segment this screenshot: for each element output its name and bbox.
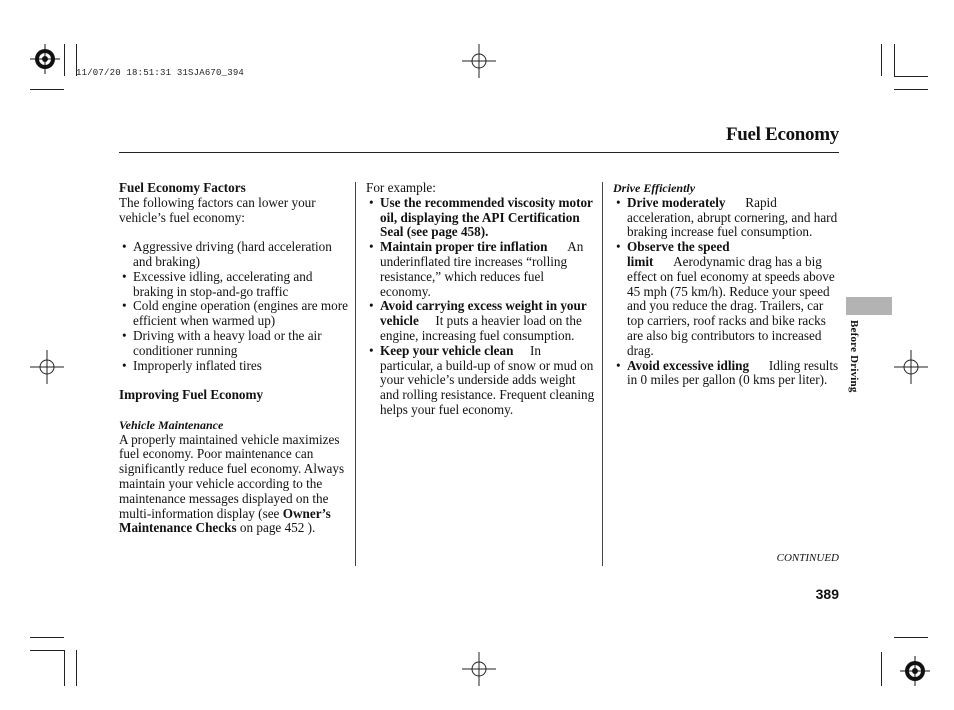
title-rule [119, 152, 839, 153]
subheading: Vehicle Maintenance [119, 417, 224, 432]
section-tab-marker [846, 297, 892, 315]
list-item: • Driving with a heavy load or the air conditioner running [122, 327, 322, 358]
crosshair-icon [462, 44, 496, 78]
maintenance-paragraph: A properly maintained vehicle maximizes fuel economy. Poor maintenance can significantly reduce fuel economy. Always maintain your vehicle according to the maintenance messages displayed on the multi-information display (see Owner’s Maintenance Checks on page 452 ). [119, 431, 345, 536]
bullet-icon: • [369, 239, 374, 255]
column-divider [355, 182, 356, 566]
bullet-icon: • [122, 268, 127, 284]
page-title: Fuel Economy [725, 124, 839, 145]
list-item: • Improperly inflated tires [122, 357, 262, 373]
registration-target-icon [900, 656, 930, 686]
intro-text: The following factors can lower your vehicle’s fuel economy: [119, 194, 316, 225]
bullet-icon: • [616, 194, 621, 210]
page-number: 389 [815, 586, 839, 602]
registration-target-icon [30, 44, 60, 74]
list-item: • Avoid excessive idling Idling results in 0 miles per gallon (0 kms per liter). [616, 357, 839, 388]
bullet-icon: • [616, 239, 621, 255]
bullet-icon: • [616, 357, 621, 373]
subheading: Drive Efficiently [613, 181, 696, 195]
factors-list [119, 240, 351, 373]
section-heading: Improving Fuel Economy [119, 387, 264, 403]
section-tab-label: Before Driving [848, 320, 860, 393]
cross-reference-link[interactable]: Owner’s Maintenance Checks [119, 505, 331, 536]
column-1 [119, 181, 351, 536]
list-item: • Avoid carrying excess weight in your vehicle It puts a heavier load on the engine, increasing fuel consumption. [369, 298, 587, 343]
print-stamp: 11/07/20 18:51:31 31SJA670_394 [76, 68, 245, 78]
bullet-icon: • [122, 327, 127, 343]
bullet-icon: • [369, 194, 374, 210]
list-item: • Observe the speed limit Aerodynamic drag has a big effect on fuel economy at speeds above 45 mph (75 km/h). Reduce your speed and you reduce the drag. Trailers, car top carriers, roof racks and bike racks are also big contributors to increased drag. [616, 239, 835, 358]
list-item: • Cold engine operation (engines are more efficient when warmed up) [122, 298, 348, 329]
list-item: • Excessive idling, accelerating and braking in stop-and-go traffic [122, 268, 313, 299]
bullet-icon: • [122, 298, 127, 314]
crosshair-icon [462, 652, 496, 686]
list-item: • Maintain proper tire inflation An underinflated tire increases “rolling resistance,” which reduces fuel economy. [369, 239, 584, 299]
column-3 [613, 181, 841, 388]
bullet-icon: • [122, 357, 127, 373]
list-item: • Use the recommended viscosity motor oil, displaying the API Certification Seal (see page 458). [369, 194, 593, 240]
bullet-icon: • [122, 239, 127, 255]
crosshair-icon [30, 350, 64, 384]
bullet-icon: • [369, 298, 374, 314]
section-heading: Fuel Economy Factors [119, 180, 246, 195]
intro-text: For example: [366, 180, 436, 195]
column-divider [602, 182, 603, 566]
crosshair-icon [894, 350, 928, 384]
bullet-icon: • [369, 342, 374, 358]
list-item: • Aggressive driving (hard acceleration and braking) [122, 239, 332, 269]
list-item: • Keep your vehicle clean In particular, a build-up of snow or mud on your vehicle’s underside adds weight and rolling resistance. Frequent cleaning helps your fuel economy. [369, 342, 595, 417]
column-2 [366, 181, 596, 418]
continued-label: CONTINUED [776, 552, 839, 564]
list-item: • Drive moderately Rapid acceleration, abrupt cornering, and hard braking increase fuel consumption. [616, 194, 838, 240]
